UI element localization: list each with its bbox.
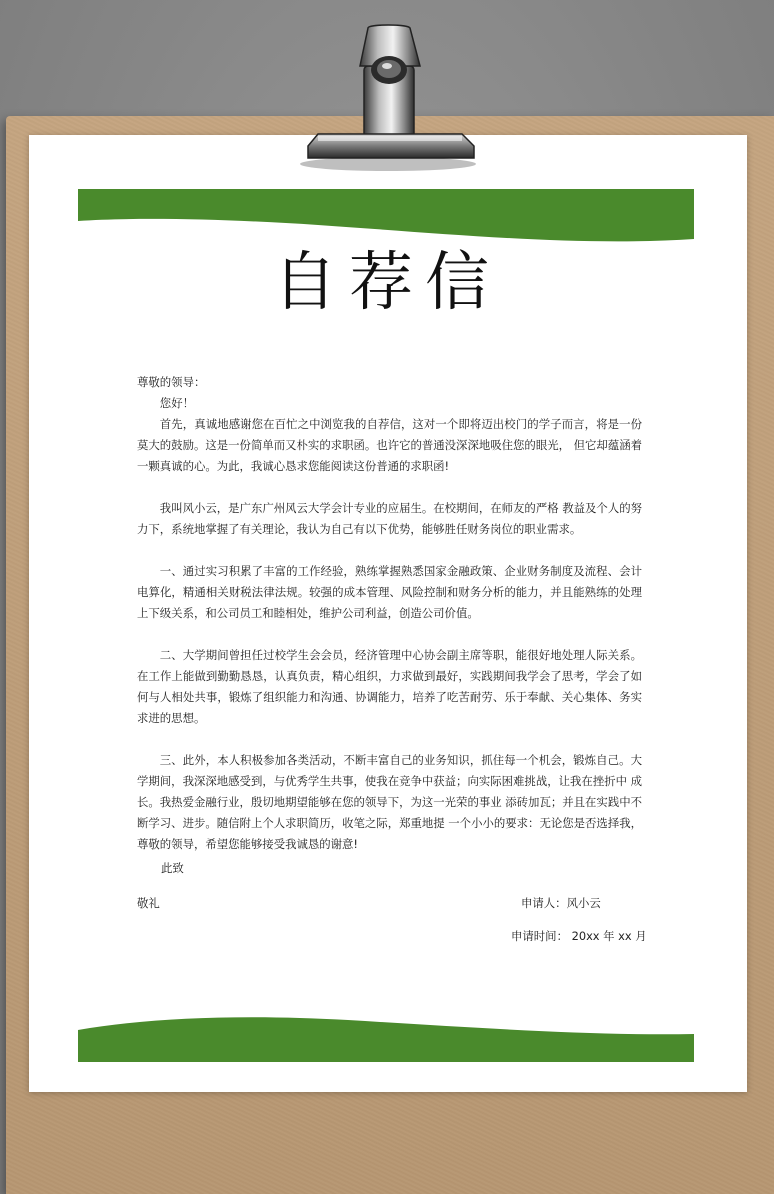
binder-clip-icon (296, 22, 486, 174)
greeting: 您好！ (159, 396, 194, 410)
salute: 敬礼 (137, 896, 160, 910)
top-green-banner (78, 189, 694, 245)
page-title: 自荐信 (273, 246, 501, 320)
salutation: 尊敬的领导： (137, 375, 206, 389)
bottom-green-banner (78, 1010, 694, 1062)
paragraph-advantage-3: 三、此外，本人积极参加各类活动，不断丰富自己的业务知识，抓住每一个机会，锻炼自己。大学期间，我深深地感受到，与优秀学生共事，使我在竞争中获益；向实际困难挑战，让我在挫折中 成长。我热爱金融行业，殷切地期望能够在您的领导下，为这一光荣的事业 添砖加瓦；并且在实践中不断学习、进步。随信附上个人求职简历，收笔之际，郑重地提 一个小小的要求：无论您是否选择我，尊敬的领导，希望您能够接受我诚恳的谢意! (137, 753, 642, 851)
closing: 此致 (161, 861, 184, 875)
paragraph-advantage-1: 一、通过实习积累了丰富的工作经验，熟练掌握熟悉国家金融政策、企业财务制度及流程、会计电算化，精通相关财税法律法规。较强的成本管理、风险控制和财务分析的能力，并且能熟练的处理上下级关系，和公司员工和睦相处，维护公司利益，创造公司价值。 (137, 564, 642, 620)
paragraph-advantage-2: 二、大学期间曾担任过校学生会会员，经济管理中心协会副主席等职，能很好地处理人际关系。在工作上能做到勤勤恳恳，认真负责，精心组织，力求做到最好，实践期间我学会了思考，学会了如何与人相处共事，锻炼了组织能力和沟通、协调能力，培养了吃苦耐劳、乐于奉献、关心集体、务实求进的思想。 (137, 648, 642, 725)
applicant-name: 申请人：风小云 (521, 896, 601, 910)
paragraph-intro: 首先，真诚地感谢您在百忙之中浏览我的自荐信，这对一个即将迈出校门的学子而言，将是一份莫大的鼓励。这是一份简单而又朴实的求职函。也许它的普通没深深地吸住您的眼光， 但它却蕴涵着一颗真诚的心。为此，我诚心恳求您能阅读这份普通的求职函! (137, 417, 642, 473)
letter-body (137, 372, 642, 855)
application-date: 申请时间： 20xx 年 xx 月 (511, 929, 647, 943)
paragraph-self-introduction: 我叫风小云，是广东广州风云大学会计专业的应届生。在校期间，在师友的严格 教益及个人的努力下，系统地掌握了有关理论，我认为自己有以下优势，能够胜任财务岗位的职业需求。 (137, 501, 642, 536)
